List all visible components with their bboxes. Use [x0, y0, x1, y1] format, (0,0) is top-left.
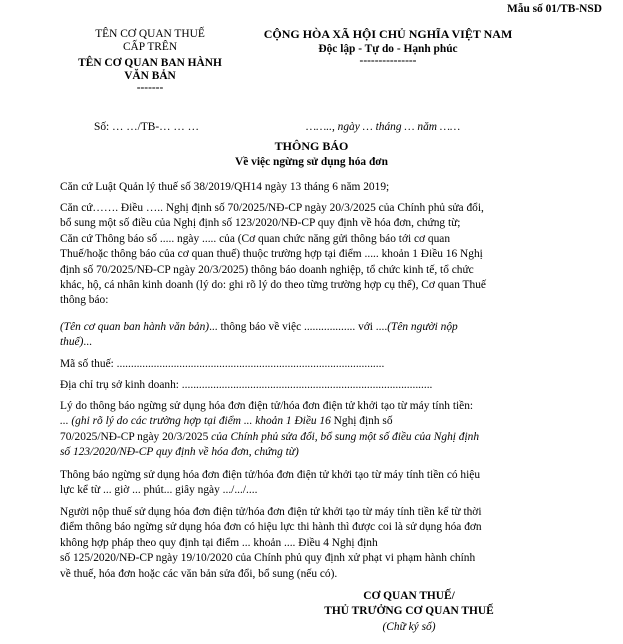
signature-agency: CƠ QUAN THUẾ/ [363, 590, 455, 602]
warning-line: số 125/2020/NĐ-CP ngày 19/10/2020 của Chính phủ quy định xử phạt vi phạm hành chính [60, 552, 476, 565]
basis-line: Thuế/hoặc thông báo của cơ quan thuế) thuộc trường hợp tại điểm ..... khoản 1 Điều 16 Nghị [60, 248, 483, 261]
national-header [248, 27, 528, 69]
document-date: …….., ngày … tháng … năm …… [306, 121, 461, 133]
basis-line: thông báo: [60, 294, 109, 307]
national-motto: Độc lập - Tự do - Hạnh phúc [318, 43, 458, 56]
issuing-agency-name-cont: VĂN BẢN [124, 70, 176, 83]
effective-line: lực kể từ ... giờ ... phút... giây ngày .../.../.... [60, 484, 258, 497]
document-subtitle: Về việc ngừng sử dụng hóa đơn [235, 156, 388, 168]
reason-decree-desc: của Chính phủ sửa đổi, bổ sung một số điều của Nghị định [208, 430, 480, 443]
notification-statement [60, 320, 580, 351]
basis-line: bổ sung một số điều của Nghị định số 123/2020/NĐ-CP quy định về hóa đơn, chứng từ; [60, 217, 461, 230]
issuing-agency-header [52, 27, 248, 96]
tax-code-field: Mã số thuế: .............................................................................................. [60, 358, 385, 370]
left-header-rule: ------- [136, 81, 164, 94]
warning-line: không hợp pháp theo quy định tại điểm ... khoản .... Điều 4 Nghị định [60, 536, 378, 549]
form-code: Mẫu số 01/TB-NSD [507, 3, 602, 15]
warning-line: về thuế, hóa đơn hoặc các văn bản sửa đổi, bổ sung (nếu có). [60, 567, 338, 580]
signature-note: (Chữ ký số) [382, 620, 436, 633]
reason-detail: ... (ghi rõ lý do các trường hợp tại điểm ... khoản 1 Điều 16 [60, 415, 331, 428]
notification-text: ... thông báo về việc .................. với .... [209, 321, 388, 333]
basis-law: Căn cứ Luật Quản lý thuế số 38/2019/QH14 ngày 13 tháng 6 năm 2019; [60, 181, 390, 193]
basis-line: Căn cứ……. Điều ….. Nghị định số 70/2025/NĐ-CP ngày 20/3/2025 của Chính phủ sửa đổi, [60, 202, 484, 214]
notification-ellipsis: ... [83, 336, 92, 349]
business-address-field: Địa chỉ trụ sở kinh doanh: ........................................................................................ [60, 379, 433, 391]
basis-line: định số 70/2025/NĐ-CP ngày 20/3/2025) thông báo doanh nghiệp, tổ chức kinh tế, tổ chức [60, 263, 474, 276]
country-name: CỘNG HÒA XÃ HỘI CHỦ NGHĨA VIỆT NAM [263, 27, 513, 41]
warning-line: điểm thông báo ngừng sử dụng hóa đơn có hiệu lực thi hành thì được coi là sử dụng hóa đơn [60, 521, 482, 534]
superior-tax-agency-line: TÊN CƠ QUAN THUẾ [95, 28, 205, 40]
document-title: THÔNG BÁO [274, 139, 349, 153]
issuing-agency-name: TÊN CƠ QUAN BAN HÀNH [78, 56, 222, 69]
taxpayer-placeholder-cont: thuế) [60, 336, 84, 349]
effective-time-section [60, 468, 580, 499]
superior-level-line: CẤP TRÊN [122, 41, 178, 54]
reason-decree-ref: 70/2025/NĐ-CP ngày 20/3/2025 [60, 430, 209, 443]
signature-block [300, 589, 518, 635]
reason-section [60, 399, 580, 461]
basis-paragraph [60, 201, 580, 309]
agency-placeholder: (Tên cơ quan ban hành văn bản) [60, 321, 210, 333]
warning-line: Người nộp thuế sử dụng hóa đơn điện tử/hóa đơn điện tử khởi tạo từ máy tính tiền kể từ thời [60, 506, 482, 518]
right-header-rule: --------------- [359, 54, 417, 67]
reason-decree-end: số 123/2020/NĐ-CP quy định về hóa đơn, chứng từ) [60, 446, 299, 459]
reason-detail-regular: Nghị định số [330, 415, 393, 428]
reason-title: Lý do thông báo ngừng sử dụng hóa đơn điện tử/hóa đơn điện tử khởi tạo từ máy tính tiền: [60, 400, 474, 412]
basis-line: khác, hộ, cá nhân kinh doanh (lý do: ghi rõ lý do theo từng trường hợp cụ thể), Cơ quan Thuế [60, 279, 486, 292]
effective-line: Thông báo ngừng sử dụng hóa đơn điện tử/hóa đơn điện tử khởi tạo từ máy tính tiền có hiệu [60, 469, 481, 481]
document-number: Số: … …/TB-… … … [94, 121, 200, 133]
basis-line: Căn cứ Thông báo số ..... ngày ..... của (Cơ quan chức năng gửi thông báo tới cơ quan [60, 232, 451, 245]
signature-title: THỦ TRƯỞNG CƠ QUAN THUẾ [324, 605, 494, 618]
taxpayer-placeholder: (Tên người nộp [387, 321, 458, 333]
warning-section [60, 505, 580, 582]
